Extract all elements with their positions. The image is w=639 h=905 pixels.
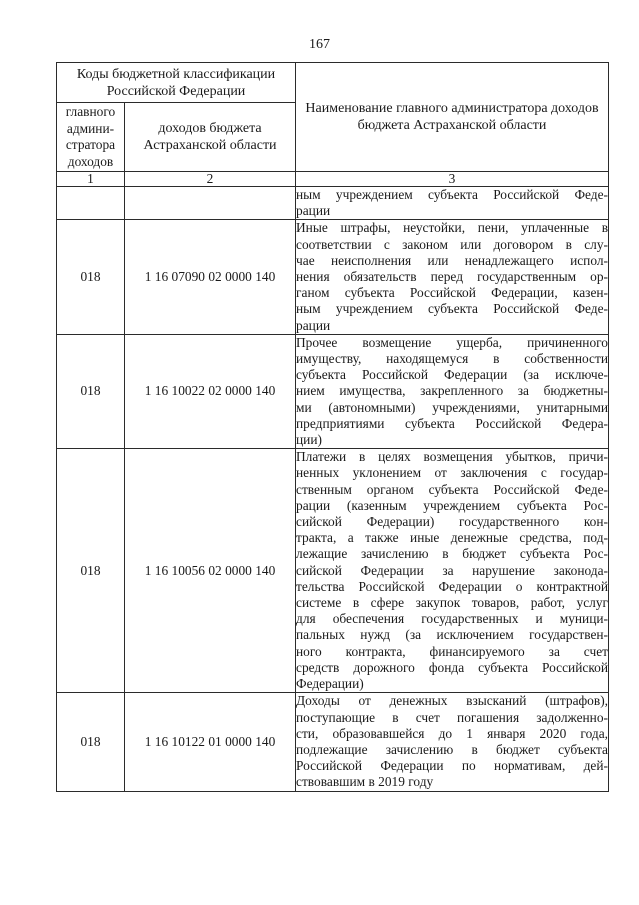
table-row: [57, 220, 609, 334]
admin-code-cell: 018: [57, 449, 125, 693]
description-line: тельства Российской Федерации о контрактной: [296, 578, 609, 594]
description-line: ганом субъекта Российской Федерации, казен-: [296, 285, 609, 301]
description-cell: [296, 187, 609, 220]
description-line: сти, образовавшейся до 1 января 2020 года,: [296, 725, 609, 741]
description-line: ственным органом субъекта Российской Феде-: [296, 481, 609, 497]
page-number: 167: [309, 37, 330, 52]
description-line: Доходы от денежных взысканий (штрафов),: [296, 693, 609, 709]
description-line: ми (автономными) учреждениями, унитарными: [296, 399, 609, 415]
budget-classification-table: [56, 62, 609, 792]
header-col3: [296, 63, 609, 172]
description-line: Иные штрафы, неустойки, пени, уплаченные в: [296, 220, 609, 236]
description-cell: [296, 693, 609, 791]
admin-code-cell: 018: [57, 334, 125, 448]
description-line: для обеспечения государственных и муници-: [296, 611, 609, 627]
header-col1: главного админи-стратора доходов: [57, 103, 125, 172]
description-cell: [296, 220, 609, 334]
revenue-code-cell: [125, 187, 296, 220]
description-line: поступающие в счет погашения задолженно-: [296, 709, 609, 725]
header-col3-text: Наименование главного администратора доходов бюджета Астраханской области: [305, 101, 599, 133]
description-line: системе в сфере закупок товаров, работ, услуг: [296, 595, 609, 611]
revenue-code-cell: 1 16 10022 02 0000 140: [125, 334, 296, 448]
description-line: Платежи в целях возмещения убытков, причи-: [296, 449, 609, 465]
description-line: лежащие зачислению в бюджет субъекта Рос-: [296, 546, 609, 562]
description-line: ненных уклонением от заключения с государ-: [296, 465, 609, 481]
description-line: ным учреждением субъекта Российской Феде-: [296, 187, 609, 202]
description-cell: [296, 334, 609, 448]
table-row: [57, 334, 609, 448]
admin-code-cell: 018: [57, 220, 125, 334]
revenue-code-cell: 1 16 07090 02 0000 140: [125, 220, 296, 334]
description-line: Российской Федерации по нормативам, дей-: [296, 758, 609, 774]
description-line: пальных нужд (за исключением государствен-: [296, 627, 609, 643]
description-line: подлежащие зачислению в бюджет субъекта: [296, 741, 609, 757]
description-line: рации: [296, 203, 331, 219]
description-line: нения обязательств перед государственным ор-: [296, 269, 609, 285]
table-row: [57, 449, 609, 693]
description-line: сийской Федерации за нарушение законода-: [296, 562, 609, 578]
column-number-2: 2: [125, 172, 296, 187]
description-line: Федерации): [296, 676, 364, 692]
header-row-group: [57, 63, 609, 103]
description-line: ции): [296, 432, 322, 448]
description-line: ным учреждением субъекта Российской Феде-: [296, 301, 609, 317]
revenue-code-cell: 1 16 10122 01 0000 140: [125, 693, 296, 791]
description-cell: [296, 449, 609, 693]
revenue-code-cell: 1 16 10056 02 0000 140: [125, 449, 296, 693]
description-line: предприятиями субъекта Российской Федера-: [296, 415, 609, 431]
table-row: [57, 693, 609, 791]
description-line: нием имущества, закрепленного за бюджетны-: [296, 383, 609, 399]
description-line: имуществу, находящемуся в собственности: [296, 351, 609, 367]
admin-code-cell: [57, 187, 125, 220]
header-col2: доходов бюджета Астраханской области: [125, 103, 296, 172]
description-line: субъекта Российской Федерации (за исключе-: [296, 367, 609, 383]
description-line: сийской Федерации) государственного кон-: [296, 514, 609, 530]
description-line: ного контракта, финансируемого за счет: [296, 643, 609, 659]
description-line: Прочее возмещение ущерба, причиненного: [296, 334, 609, 350]
description-line: тракта, а также иные денежные средства, под-: [296, 530, 609, 546]
admin-code-cell: 018: [57, 693, 125, 791]
table-row: [57, 187, 609, 220]
description-line: средств дорожного фонда субъекта Российской: [296, 659, 609, 675]
description-line: соответствии с законом или договором в слу-: [296, 236, 609, 252]
column-number-row: [57, 172, 609, 187]
header-group-title: Коды бюджетной классификации Российской Федерации: [57, 63, 296, 103]
description-line: чае неисполнения или ненадлежащего испол-: [296, 252, 609, 268]
description-line: рации: [296, 317, 331, 333]
description-line: ствовавшим в 2019 году: [296, 774, 434, 790]
column-number-3: 3: [296, 172, 609, 187]
column-number-1: 1: [57, 172, 125, 187]
description-line: рации (казенным учреждением субъекта Рос-: [296, 497, 609, 513]
